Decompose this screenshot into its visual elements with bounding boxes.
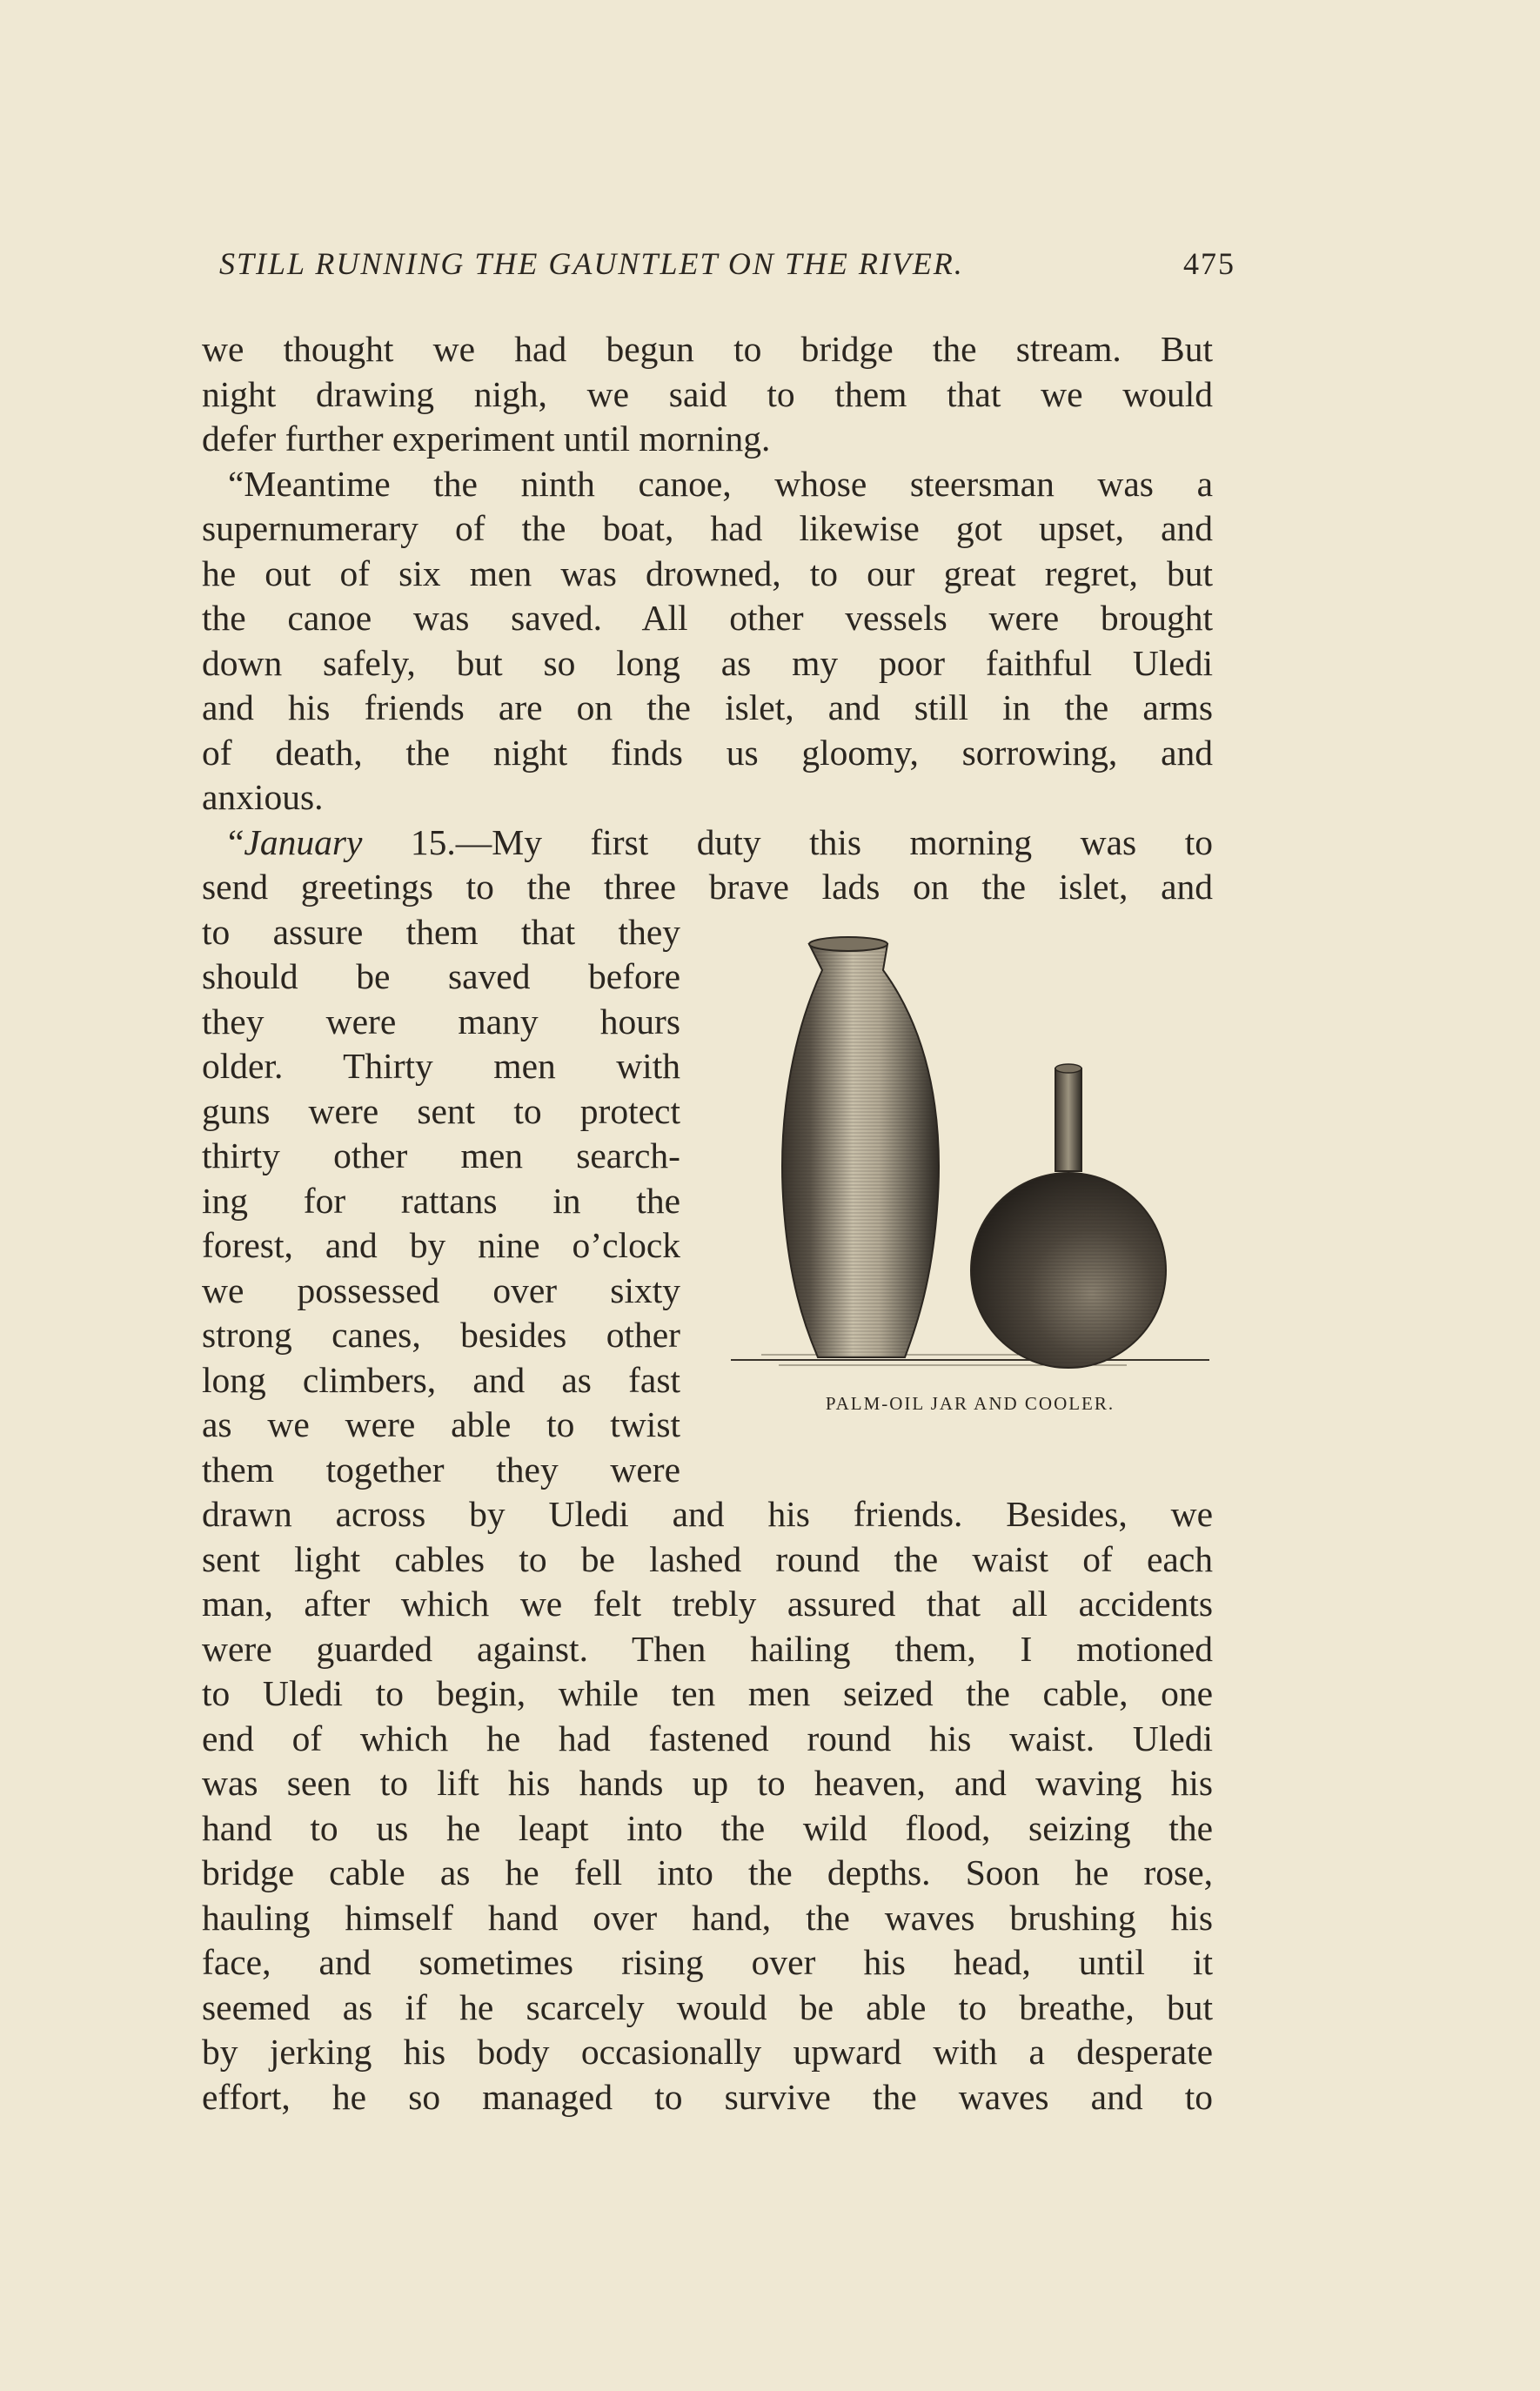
- text-line: the canoe was saved. All other vessels were brought: [202, 598, 1213, 638]
- text-line: face, and sometimes rising over his head, until it: [202, 1942, 1213, 1982]
- text-line: older. Thirty men with: [202, 1046, 680, 1086]
- text-line: strong canes, besides other: [202, 1315, 680, 1355]
- paragraph-continued: [202, 327, 1213, 462]
- text-line: hand to us he leapt into the wild flood, seizing the: [202, 1807, 1213, 1848]
- text-line: as we were able to twist: [202, 1404, 680, 1444]
- text-line: and his friends are on the islet, and still in the arms: [202, 687, 1213, 727]
- figure-caption: PALM-OIL JAR AND COOLER.: [825, 1393, 1115, 1414]
- figure-illustration: [726, 922, 1214, 1427]
- text-line: to Uledi to begin, while ten men seized the cable, one: [202, 1673, 1213, 1713]
- cooler-shading: [971, 1173, 1166, 1368]
- text-line: he out of six men was drowned, to our great regret, but: [202, 553, 1213, 593]
- wrapped-column: [202, 910, 680, 1493]
- cooler-neck-top: [1055, 1064, 1081, 1073]
- text-line: defer further experiment until morning.: [202, 419, 771, 459]
- text-line-dated: [202, 820, 1213, 866]
- text-line: send greetings to the three brave lads on the islet, and: [202, 867, 1213, 907]
- text-line: forest, and by nine o’clock: [202, 1225, 680, 1265]
- text-line: to assure them that they: [202, 911, 680, 952]
- text-line: we possessed over sixty: [202, 1269, 680, 1310]
- jar-shading: [782, 944, 939, 1357]
- text-line: down safely, but so long as my poor faithful Uledi: [202, 642, 1213, 683]
- text-line: ing for rattans in the: [202, 1180, 680, 1221]
- text-line: sent light cables to be lashed round the waist of each: [202, 1538, 1213, 1579]
- text-line: thirty other men search-: [202, 1135, 680, 1175]
- page-header: [219, 246, 1235, 281]
- page-number: 475: [1183, 246, 1235, 281]
- text-line: “Meantime the ninth canoe, whose steersman was a: [228, 463, 1213, 504]
- text-line: were guarded against. Then hailing them, I motioned: [202, 1628, 1213, 1669]
- text-line: should be saved before: [202, 956, 680, 996]
- text-line: drawn across by Uledi and his friends. Besides, we: [202, 1494, 1213, 1534]
- text-line: hauling himself hand over hand, the waves brushing his: [202, 1897, 1213, 1938]
- running-title: STILL RUNNING THE GAUNTLET ON THE RIVER.: [219, 246, 964, 281]
- text-line: by jerking his body occasionally upward with a desperate: [202, 2032, 1213, 2072]
- text-line: effort, he so managed to survive the waves and to: [202, 2076, 1213, 2117]
- text-line: anxious.: [202, 777, 324, 817]
- text-line: bridge cable as he fell into the depths. Soon he rose,: [202, 1852, 1213, 1892]
- jar-mouth: [809, 937, 887, 951]
- jar-and-cooler-engraving: [726, 922, 1214, 1392]
- text-run: 15.—My first duty this morning was to: [362, 821, 1213, 862]
- text-line: guns were sent to protect: [202, 1090, 680, 1131]
- paragraph-meantime: [202, 462, 1213, 820]
- text-line: man, after which we felt trebly assured that all accidents: [202, 1584, 1213, 1624]
- text-line: was seen to lift his hands up to heaven, and waving his: [202, 1763, 1213, 1803]
- text-line: them together they were: [202, 1449, 680, 1490]
- text-line: they were many hours: [202, 1001, 680, 1041]
- text-line: seemed as if he scarcely would be able to breathe, but: [202, 1986, 1213, 2027]
- text-line: we thought we had begun to bridge the stream. But: [202, 329, 1213, 369]
- text-line: of death, the night finds us gloomy, sorrowing, and: [202, 732, 1213, 773]
- text-line: supernumerary of the boat, had likewise got upset, and: [202, 508, 1213, 548]
- text-line: end of which he had fastened round his waist. Uledi: [202, 1718, 1213, 1758]
- text-line: night drawing nigh, we said to them that we would: [202, 373, 1213, 414]
- open-quote: “: [228, 821, 244, 862]
- date-month: January: [244, 821, 363, 862]
- text-line: long climbers, and as fast: [202, 1359, 680, 1400]
- cooler-neck: [1055, 1068, 1081, 1171]
